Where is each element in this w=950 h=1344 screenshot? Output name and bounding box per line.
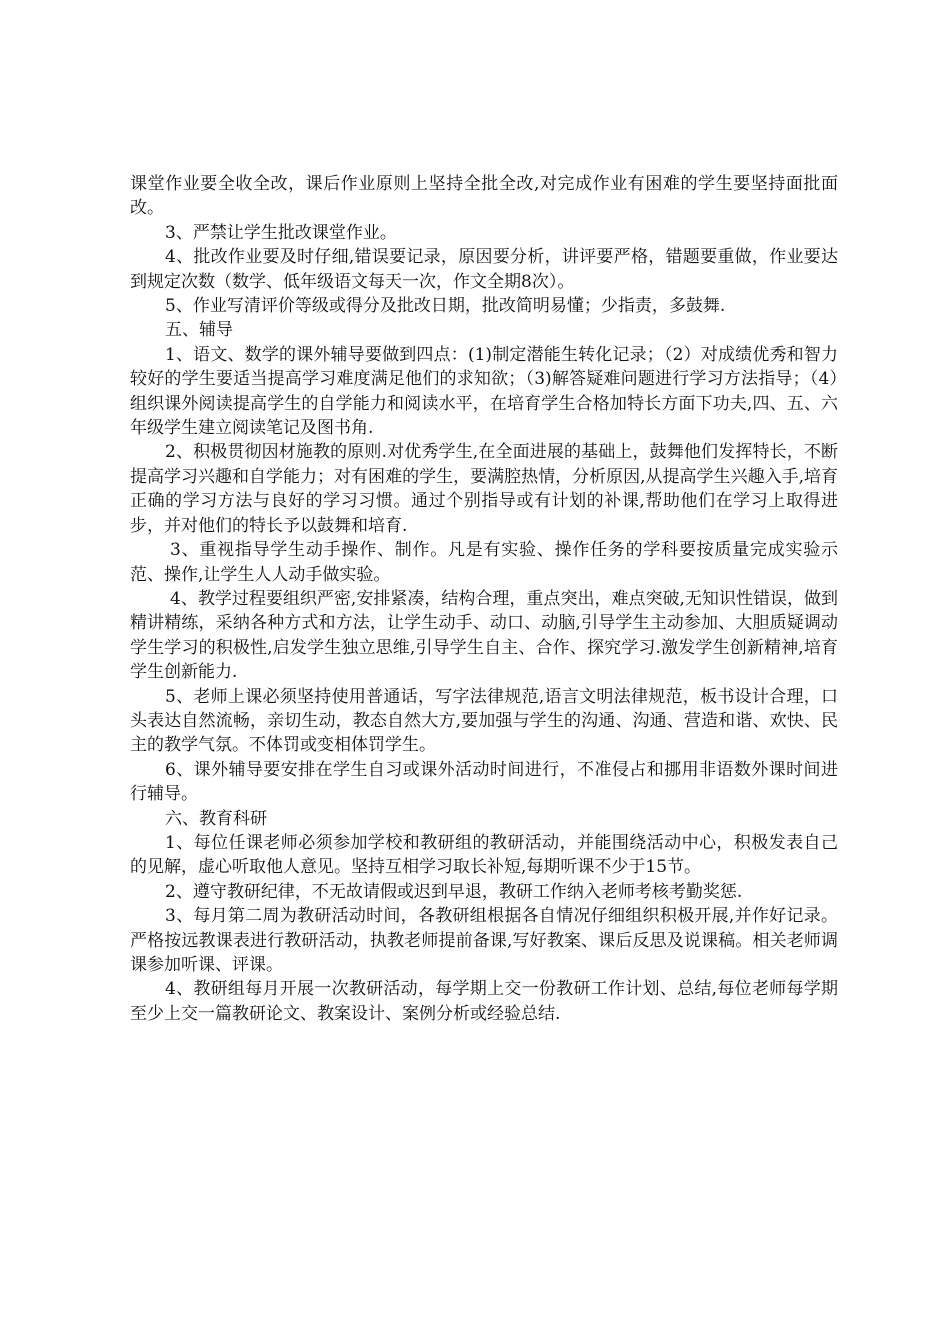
paragraph-research-2: 2、遵守教研纪律，不无故请假或迟到早退，教研工作纳入老师考核考勤奖惩. bbox=[165, 881, 743, 902]
section-heading-tutoring: 五、辅导 bbox=[165, 320, 233, 341]
paragraph-rule-4-timely-correction: 4、批改作业要及时仔细,错误要记录，原因要分析，讲评要严格，错题要重做，作业要达到规定次数（数学、低年级语文每天一次，作文全期8次）。 bbox=[130, 247, 838, 292]
paragraph-homework-correction: 课堂作业要全收全改，课后作业原则上坚持全批全改,对完成作业有困难的学生要坚持面批面改。 bbox=[130, 174, 838, 219]
paragraph-tutoring-1: 1、语文、数学的课外辅导要做到四点：(1)制定潜能生转化记录；（2）对成绩优秀和智力较好的学生要适当提高学习难度满足他们的求知欲；（3)解答疑难问题进行学习方法指导；（4）组织课外阅读提高学生的自学能力和阅读水平，在培育学生合格加特长方面下功夫,四、五、六年级学生建立阅读笔记及图书角. bbox=[130, 344, 838, 439]
paragraph-tutoring-5: 5、老师上课必须坚持使用普通话，写字法律规范,语言文明法律规范，板书设计合理，口头表达自然流畅，亲切生动，教态自然大方,要加强与学生的沟通、沟通、营造和谐、欢快、民主的教学气氛。不体罚或变相体罚学生。 bbox=[130, 686, 838, 756]
paragraph-research-1: 1、每位任课老师必须参加学校和教研组的教研活动，并能围绕活动中心，积极发表自己的见解，虚心听取他人意见。坚持互相学习取长补短,每期听课不少于15节。 bbox=[130, 832, 838, 878]
paragraph-tutoring-6: 6、课外辅导要安排在学生自习或课外活动时间进行，不准侵占和挪用非语数外课时间进行辅导。 bbox=[130, 759, 838, 805]
paragraph-rule-3-no-student-grading: 3、严禁让学生批改课堂作业。 bbox=[165, 222, 397, 243]
paragraph-tutoring-2: 2、积极贯彻因材施教的原则.对优秀学生,在全面进展的基础上，鼓舞他们发挥特长，不断提高学习兴趣和自学能力；对有困难的学生，要满腔热情，分析原因,从提高学生兴趣入手,培育正确的学习方法与良好的学习习惯。通过个别指导或有计划的补课,帮助他们在学习上取得进步，并对他们的特长予以鼓舞和培育. bbox=[130, 442, 838, 536]
paragraph-tutoring-4: 4、教学过程要组织严密,安排紧凑，结构合理，重点突出，难点突破,无知识性错误，做到精讲精练，采纳各种方式和方法，让学生动手、动口、动脑,引导学生主动参加、大胆质疑调动学生学习的积极性,启发学生独立思维,引导学生自主、合作、探究学习.激发学生创新精神,培育学生创新能力. bbox=[130, 588, 838, 683]
section-heading-research: 六、教育科研 bbox=[165, 808, 267, 829]
paragraph-research-4: 4、教研组每月开展一次教研活动，每学期上交一份教研工作计划、总结,每位老师每学期至少上交一篇教研论文、教案设计、案例分析或经验总结. bbox=[130, 979, 838, 1024]
paragraph-rule-5-evaluation: 5、作业写清评价等级或得分及批改日期，批改简明易懂；少指责，多鼓舞. bbox=[165, 296, 726, 317]
document-body bbox=[130, 172, 838, 1026]
paragraph-research-3: 3、每月第二周为教研活动时间，各教研组根据各自情况仔细组织积极开展,并作好记录。严格按远教课表进行教研活动，执教老师提前备课,写好教案、课后反思及说课稿。相关老师调课参加听课、评课。 bbox=[130, 906, 838, 975]
paragraph-tutoring-3: 3、重视指导学生动手操作、制作。凡是有实验、操作任务的学科要按质量完成实验示范、操作,让学生人人动手做实验。 bbox=[130, 540, 838, 585]
